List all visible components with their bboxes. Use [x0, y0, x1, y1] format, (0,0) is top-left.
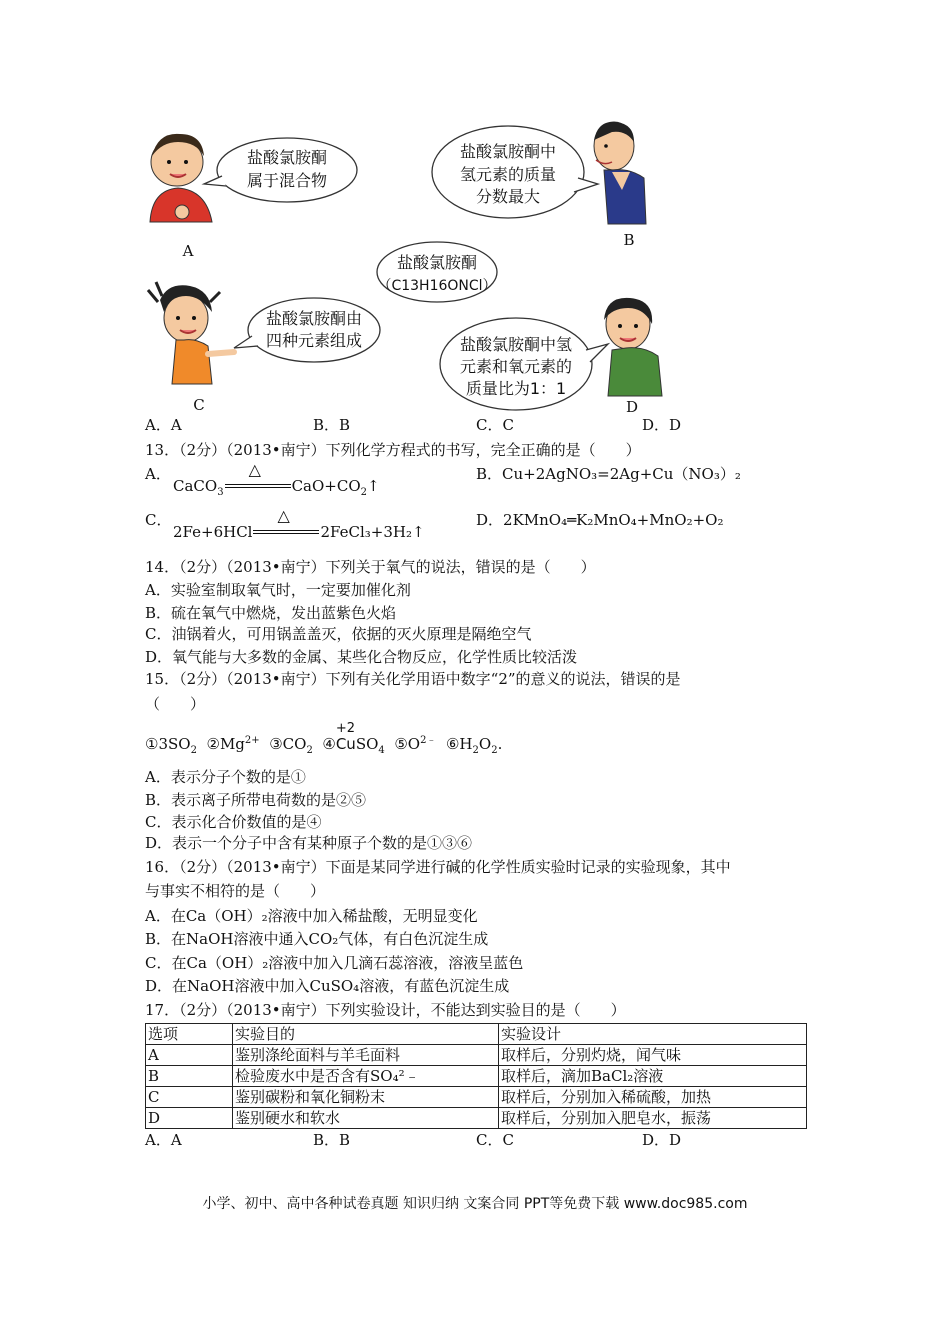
person-d-illustration — [604, 298, 662, 396]
q13-c-right: 2FeCl₃+3H₂↑ — [320, 523, 425, 541]
table-cell: 取样后，分别加入稀硫酸，加热 — [499, 1087, 807, 1108]
q13-option-a-prefix[interactable]: A． — [145, 465, 171, 483]
bubble-a-line-2: 属于混合物 — [246, 171, 328, 190]
label-a: A — [182, 242, 194, 260]
bubble-c-line-1: 盐酸氯胺酮由 — [265, 309, 363, 328]
q17-option-a[interactable]: A．A — [145, 1131, 182, 1149]
bubble-d-line-3: 质量比为1：1 — [465, 379, 567, 398]
label-d: D — [625, 398, 639, 416]
q14-option-d[interactable]: D．氧气能与大多数的金属、某些化合物反应，化学性质比较活泼 — [145, 648, 578, 666]
q13-a-equal-sign — [225, 460, 291, 492]
q13-a-right: CaO+CO — [291, 477, 361, 495]
q13-c-equal-sign — [253, 506, 319, 538]
table-header-cell: 实验设计 — [499, 1024, 807, 1045]
bubble-b — [432, 126, 598, 218]
page-footer: 小学、初中、高中各种试卷真题 知识归纳 文案合同 PPT等免费下载 www.doc985.com — [202, 1196, 748, 1212]
table-row — [146, 1045, 807, 1066]
table-cell: 鉴别涤纶面料与羊毛面料 — [233, 1045, 499, 1066]
q13-stem: 13．（2分）（2013•南宁）下列化学方程式的书写，完全正确的是（ ） — [145, 441, 641, 459]
bubble-b-line-2: 氢元素的质量 — [459, 165, 557, 184]
table-header-row — [146, 1024, 807, 1045]
q17-stem: 17．（2分）（2013•南宁）下列实验设计，不能达到实验目的是（ ） — [145, 1001, 626, 1019]
center-title: 盐酸氯胺酮 — [396, 253, 478, 272]
q15-stem-line-2: （ ） — [145, 695, 206, 713]
q16-stem-line-2: 与事实不相符的是（ ） — [145, 882, 326, 900]
q15-option-c[interactable]: C．表示化合价数值的是④ — [145, 813, 322, 831]
q13-option-a-equation[interactable]: CaCO$_3$ △ $CaO+CO_2↑$ — [173, 460, 380, 498]
q15-option-d[interactable]: D．表示一个分子中含有某种原子个数的是①③⑥ — [145, 834, 473, 852]
bubble-d-line-2: 元素和氧元素的 — [459, 357, 573, 376]
q16-option-c[interactable]: C．在Ca（OH）₂溶液中加入几滴石蕊溶液，溶液呈蓝色 — [145, 954, 524, 972]
table-cell: 鉴别硬水和软水 — [233, 1108, 499, 1129]
bubble-b-line-1: 盐酸氯胺酮中 — [459, 142, 557, 161]
q13-option-b[interactable]: B．Cu+2AgNO₃=2Ag+Cu（NO₃）₂ — [476, 465, 741, 483]
bubble-a-line-1: 盐酸氯胺酮 — [246, 148, 328, 167]
bubble-b-line-3: 分数最大 — [475, 187, 541, 206]
q14-option-c[interactable]: C．油锅着火，可用锅盖盖灭，依据的灭火原理是隔绝空气 — [145, 625, 532, 643]
question-12-figure — [0, 0, 950, 420]
table-cell: D — [146, 1108, 233, 1129]
q17-option-d[interactable]: D．D — [642, 1131, 682, 1149]
table-cell: C — [146, 1087, 233, 1108]
q14-option-a[interactable]: A．实验室制取氧气时，一定要加催化剂 — [145, 581, 411, 599]
person-c-illustration — [148, 282, 234, 384]
q15-symbols: $①3SO_2$ $②Mg^{2+}$ $③CO_2$ ④ +2 CuSO$_4$ $⑤O^{2﹣}$ $⑥H_2O_2$. — [145, 721, 503, 756]
table-row — [146, 1087, 807, 1108]
table-cell: 鉴别碳粉和氧化铜粉末 — [233, 1087, 499, 1108]
q12-option-a[interactable]: A．A — [145, 416, 182, 434]
q15-option-b[interactable]: B．表示离子所带电荷数的是②⑤ — [145, 791, 367, 809]
q13-c-left: 2Fe+6HCl — [173, 523, 253, 541]
delta-icon: △ — [277, 506, 290, 525]
q16-stem-line-1: 16．（2分）（2013•南宁）下面是某同学进行碱的化学性质实验时记录的实验现象，其中 — [145, 858, 731, 876]
q17-option-b[interactable]: B．B — [313, 1131, 351, 1149]
q17-option-c[interactable]: C．C — [476, 1131, 514, 1149]
bubble-c-line-2: 四种元素组成 — [265, 331, 363, 350]
bubble-a — [204, 138, 357, 202]
q12-option-d[interactable]: D．D — [642, 416, 682, 434]
label-c: C — [193, 396, 205, 414]
table-cell: 取样后，分别灼烧，闻气味 — [499, 1045, 807, 1066]
label-b: B — [623, 231, 635, 249]
person-b-illustration — [594, 122, 646, 224]
q13-option-d[interactable]: D．2KMnO₄═K₂MnO₄+MnO₂+O₂ — [476, 511, 724, 529]
bubble-c — [234, 298, 380, 362]
table-cell: 取样后，分别加入肥皂水，振荡 — [499, 1108, 807, 1129]
table-cell: 取样后，滴加BaCl₂溶液 — [499, 1066, 807, 1087]
table-cell: A — [146, 1045, 233, 1066]
table-header-cell: 实验目的 — [233, 1024, 499, 1045]
delta-icon: △ — [248, 460, 261, 479]
q13-a-left: CaCO — [173, 477, 218, 495]
table-header-cell: 选项 — [146, 1024, 233, 1045]
bubble-d-line-1: 盐酸氯胺酮中氢 — [459, 335, 573, 354]
bubble-d — [440, 318, 608, 410]
q16-option-a[interactable]: A．在Ca（OH）₂溶液中加入稀盐酸，无明显变化 — [145, 907, 478, 925]
q14-option-b[interactable]: B．硫在氧气中燃烧，发出蓝紫色火焰 — [145, 604, 397, 622]
person-a-illustration — [150, 134, 212, 222]
q14-stem: 14．（2分）（2013•南宁）下列关于氧气的说法，错误的是（ ） — [145, 558, 596, 576]
q15-stem-line-1: 15．（2分）（2013•南宁）下列有关化学用语中数字“2”的意义的说法，错误的是 — [145, 670, 681, 688]
table-cell: B — [146, 1066, 233, 1087]
q16-option-b[interactable]: B．在NaOH溶液中通入CO₂气体，有白色沉淀生成 — [145, 930, 489, 948]
center-bubble — [377, 242, 497, 302]
table-row — [146, 1108, 807, 1129]
q17-experiment-table — [145, 1023, 807, 1129]
center-formula: （C13H16ONCl） — [377, 278, 497, 294]
q16-option-d[interactable]: D．在NaOH溶液中加入CuSO₄溶液，有蓝色沉淀生成 — [145, 977, 510, 995]
q15-option-a[interactable]: A．表示分子个数的是① — [145, 768, 306, 786]
table-row — [146, 1066, 807, 1087]
q12-option-b[interactable]: B．B — [313, 416, 351, 434]
table-cell: 检验废水中是否含有SO₄²﹣ — [233, 1066, 499, 1087]
q12-option-c[interactable]: C．C — [476, 416, 514, 434]
q13-option-c-prefix[interactable]: C． — [145, 511, 172, 529]
q13-option-c-equation[interactable] — [173, 506, 425, 541]
